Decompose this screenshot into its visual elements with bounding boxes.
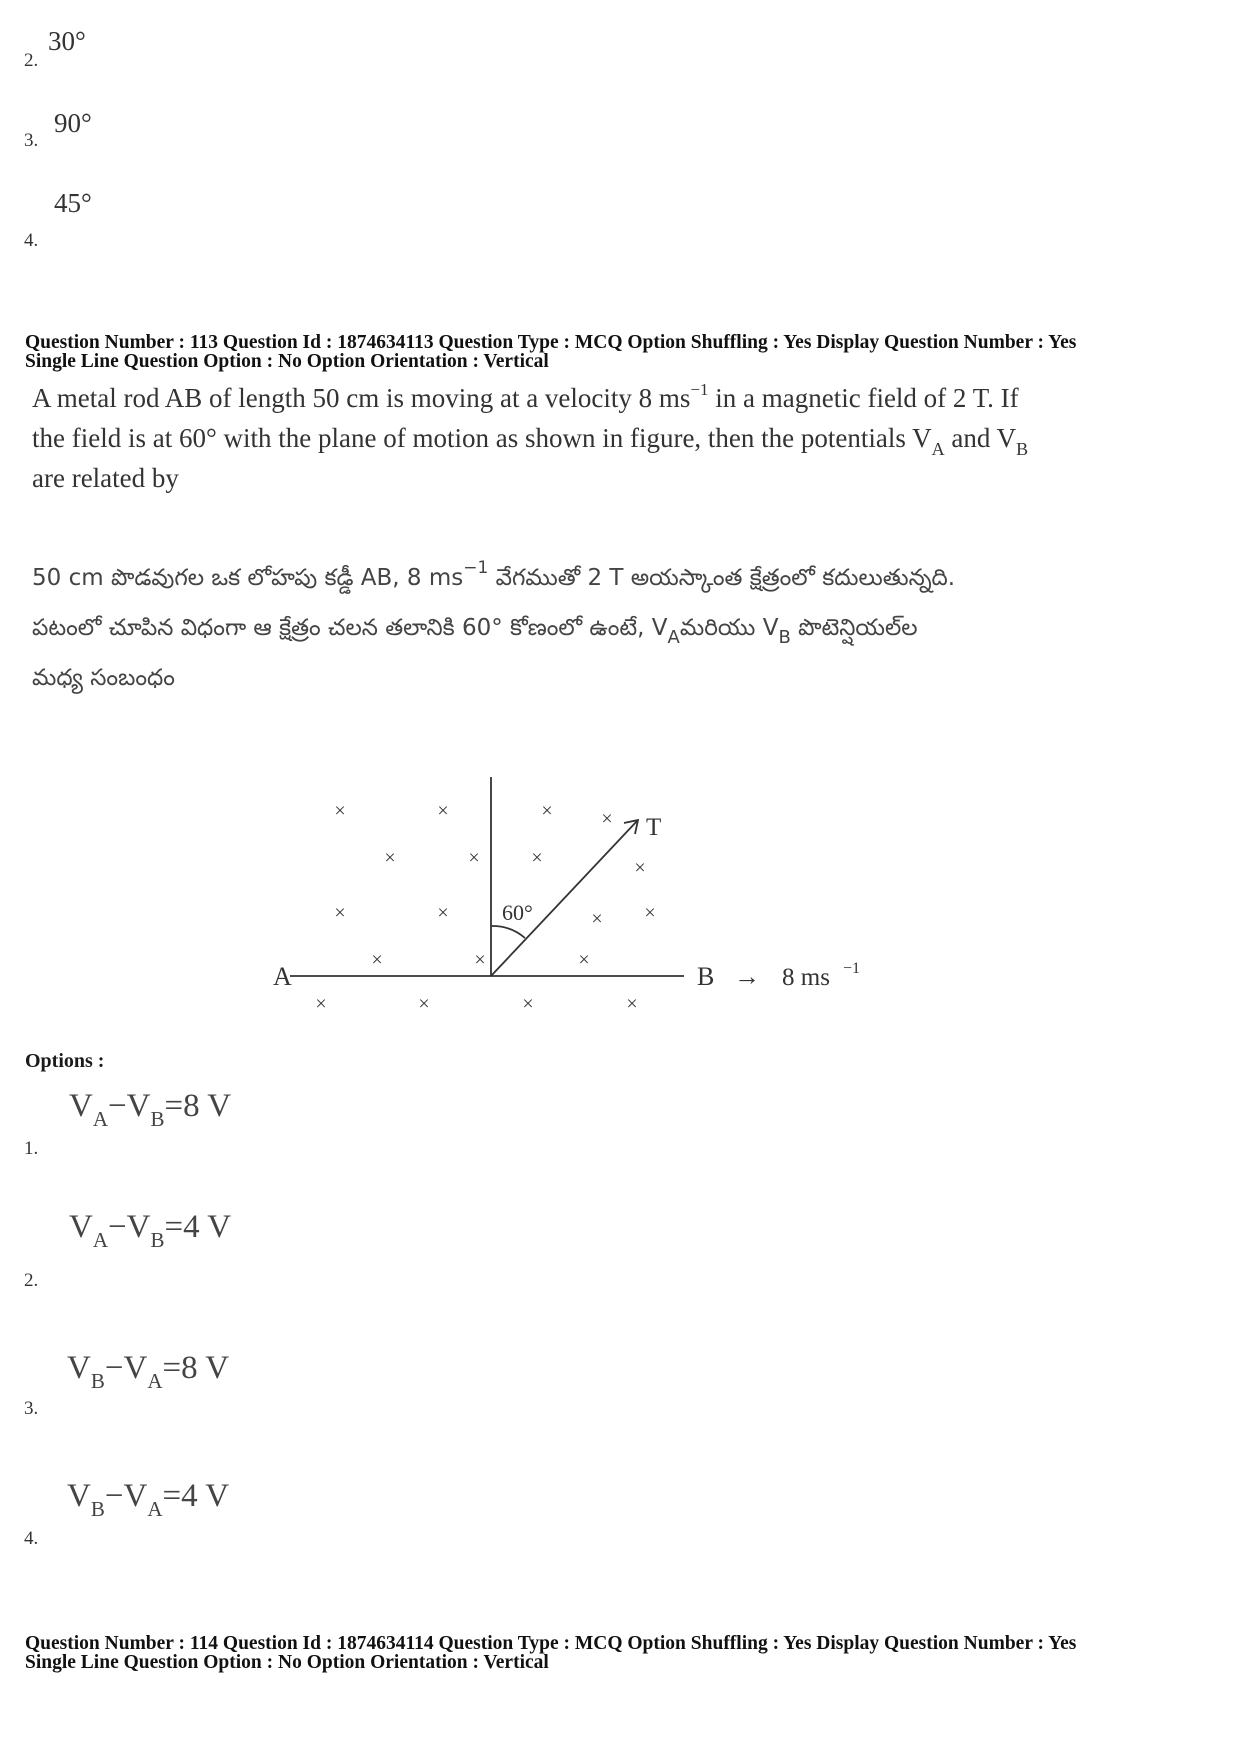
prev-option-2-number: 2. [24,50,39,71]
q113-meta-line2: Single Line Question Option : No Option Orientation : Vertical [25,351,549,372]
q114-meta-line1: Question Number : 114 Question Id : 1874634114 Question Type : MCQ Option Shuffling : Yes Display Question Number : Yes [25,1633,1077,1654]
field-cross: × [644,902,656,924]
option-2-number: 2. [24,1270,39,1291]
prev-option-3-number: 3. [24,130,39,151]
q113-english-text: A metal rod AB of length 50 cm is moving at a velocity 8 $ms^{-1}$ in a magnetic field of 2 T. If the field is at 60° with the plane of motion as shown in figure, then the potentials $V_A$ and $V_B$ are related by [32,380,1029,493]
option-4-formula: $V_B-V_A=4$ V [67,1478,230,1521]
field-cross: × [522,993,534,1015]
field-cross: × [334,800,346,822]
velocity-arrow: → [734,962,760,991]
angle-label: 60° [502,900,533,925]
angle-arc [491,926,525,938]
field-cross: × [578,949,590,971]
q113-meta-line1: Question Number : 113 Question Id : 1874634113 Question Type : MCQ Option Shuffling : Yes Display Question Number : Yes [25,332,1077,353]
option-3-formula: $V_B-V_A=8$ V [67,1350,230,1393]
field-cross: × [418,993,430,1015]
field-cross: × [371,949,383,971]
velocity-exponent: −1 [843,960,861,977]
field-cross: × [531,847,543,869]
field-cross: × [384,847,396,869]
options-label: Options : [25,1050,105,1072]
option-4-number: 4. [24,1528,39,1549]
prev-option-3-value: 90° [54,108,92,138]
field-cross: × [601,808,613,830]
prev-option-2-value: 30° [48,26,86,56]
label-a: A [273,962,292,991]
velocity-value: 8 ms [782,964,830,991]
prev-option-4-number: 4. [24,230,39,251]
option-3-number: 3. [24,1398,39,1419]
field-cross: × [468,847,480,869]
label-t: T [646,814,662,841]
field-cross: × [626,993,638,1015]
field-cross: × [634,857,646,879]
field-cross: × [315,993,327,1015]
prev-option-4-value: 45° [54,188,92,218]
q114-meta-line2: Single Line Question Option : No Option Orientation : Vertical [25,1652,549,1673]
field-cross: × [437,800,449,822]
field-cross: × [437,902,449,924]
label-b: B [697,962,715,991]
field-cross-group [315,800,655,1015]
option-1-formula: $V_A-V_B=8$ V [69,1088,232,1131]
field-direction-line [491,820,638,976]
field-cross: × [591,908,603,930]
option-1-number: 1. [24,1138,39,1159]
q113-telugu-text: 50 cm పొడవుగల ఒక లోహపు కడ్డీ AB, 8 $ms^{-1}$ వేగముతో 2 T అయస్కాంత క్షేత్రంలో కదులుతున్నది. పటంలో చూపిన విధంగా ఆ క్షేత్రం చలన తలానికి 60° కోణంలో ఉంటే, $V_Aమరియు$ $V_B$ పొటెన్షియల్‌ల మధ్య సంబంధం [32,558,956,691]
field-cross: × [541,800,553,822]
field-cross: × [334,902,346,924]
field-cross: × [474,949,486,971]
option-2-formula: $V_A-V_B=4$ V [69,1209,232,1252]
